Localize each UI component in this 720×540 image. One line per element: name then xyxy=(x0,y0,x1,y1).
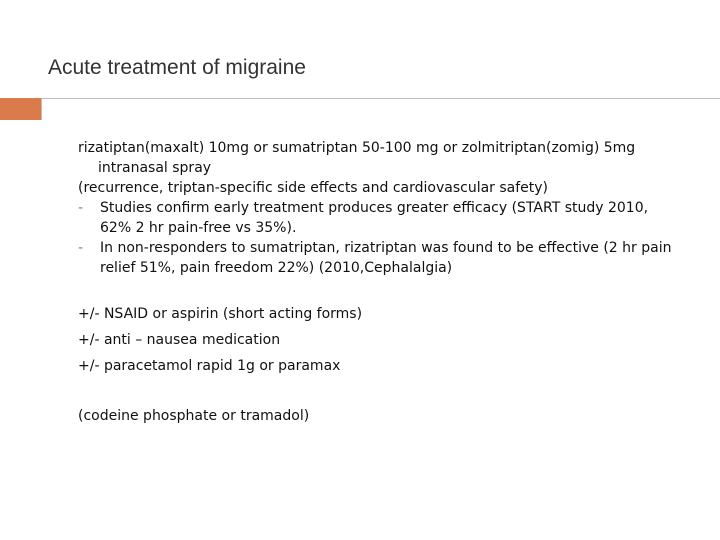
divider-notch xyxy=(41,98,42,120)
evidence-text: Studies confirm early treatment produces greater efficacy (START study 2010, 62% 2 hr pain-free vs 35%). xyxy=(100,200,649,236)
footer-note: (codeine phosphate or tramadol) xyxy=(78,408,310,424)
spacer xyxy=(78,278,678,304)
title-divider xyxy=(0,98,720,99)
slide-body xyxy=(78,138,678,426)
evidence-item-non-responders xyxy=(78,238,678,278)
accent-block xyxy=(0,98,41,120)
evidence-text: In non-responders to sumatriptan, rizatriptan was found to be effective (2 hr pain relief 51%, pain freedom 22%) (2010,Cephalalgia) xyxy=(100,240,672,276)
adjunct-antiemetic: +/- anti – nausea medication xyxy=(78,332,281,348)
treatment-options: rizatiptan(maxalt) 10mg or sumatriptan 50-100 mg or zolmitriptan(zomig) 5mg intranasal spray xyxy=(78,140,636,176)
dash-marker: - xyxy=(78,200,84,216)
adjunct-paracetamol: +/- paracetamol rapid 1g or paramax xyxy=(78,358,341,374)
treatment-considerations: (recurrence, triptan-specific side effects and cardiovascular safety) xyxy=(78,180,549,196)
spacer xyxy=(78,376,678,406)
dash-marker: - xyxy=(78,240,84,256)
slide-title: Acute treatment of migraine xyxy=(48,56,306,79)
evidence-item-start-study xyxy=(78,198,678,238)
adjunct-nsaid: +/- NSAID or aspirin (short acting forms) xyxy=(78,306,363,322)
